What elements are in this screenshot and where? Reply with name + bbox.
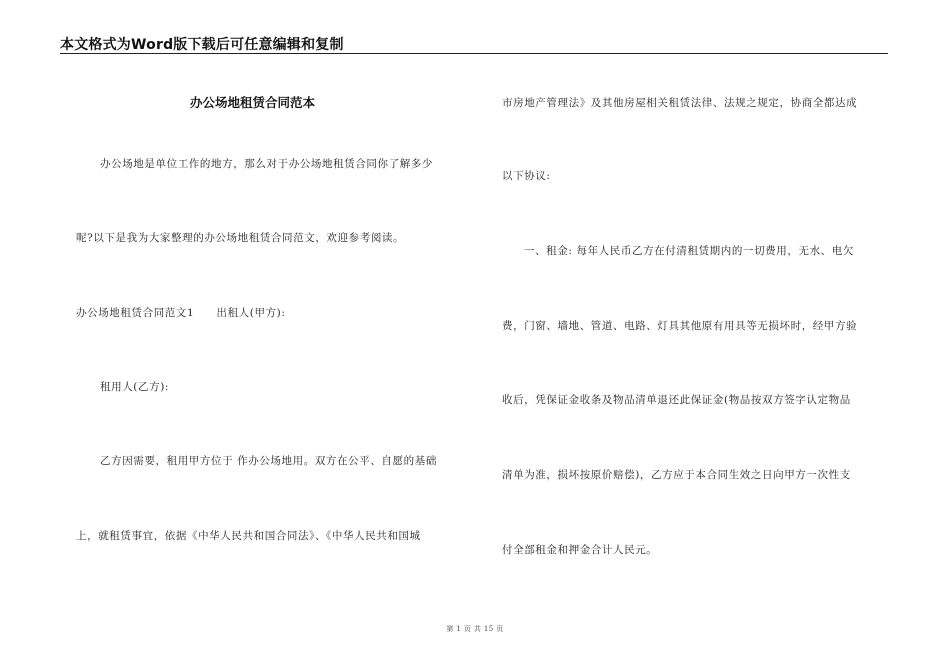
paragraph-line: 费，门窗、墙地、管道、电路、灯具其他原有用具等无损坏时，经甲方验 bbox=[502, 320, 858, 332]
document-title: 办公场地租赁合同范本 bbox=[190, 95, 316, 110]
paragraph-line: 以下协议: bbox=[502, 170, 551, 182]
paragraph-line: 上，就租赁事宜，依据《中华人民共和国合同法》、《中华人民共和国城 bbox=[76, 530, 421, 542]
paragraph-line: 一、租金: 每年人民币乙方在付清租赁期内的一切费用，无水、电欠 bbox=[524, 245, 854, 257]
paragraph-line: 清单为准，损坏按原价赔偿)，乙方应于本合同生效之日向甲方一次性支 bbox=[502, 469, 851, 481]
paragraph-line: 办公场地是单位工作的地方，那么对于办公场地租赁合同你了解多少 bbox=[100, 158, 433, 170]
paragraph-line: 办公场地租赁合同范文1 出租人(甲方): bbox=[76, 307, 286, 319]
document-banner: 本文格式为Word版下载后可任意编辑和复制 bbox=[60, 37, 344, 53]
page-number: 第 1 页 共 15 页 bbox=[446, 625, 504, 633]
paragraph-line: 租用人(乙方): bbox=[100, 381, 170, 393]
paragraph-line: 乙方因需要，租用甲方位于 作办公场地用。双方在公平、自愿的基础 bbox=[100, 455, 437, 467]
paragraph-line: 市房地产管理法》及其他房屋相关租赁法律、法规之规定，协商全都达成 bbox=[502, 97, 858, 109]
paragraph-line: 付全部租金和押金合计人民元。 bbox=[502, 544, 658, 556]
paragraph-line: 呢?以下是我为大家整理的办公场地租赁合同范文，欢迎参考阅读。 bbox=[76, 232, 405, 244]
banner-divider bbox=[60, 53, 888, 54]
paragraph-line: 收后，凭保证金收条及物品清单退还此保证金(物品按双方签字认定物品 bbox=[502, 394, 851, 406]
